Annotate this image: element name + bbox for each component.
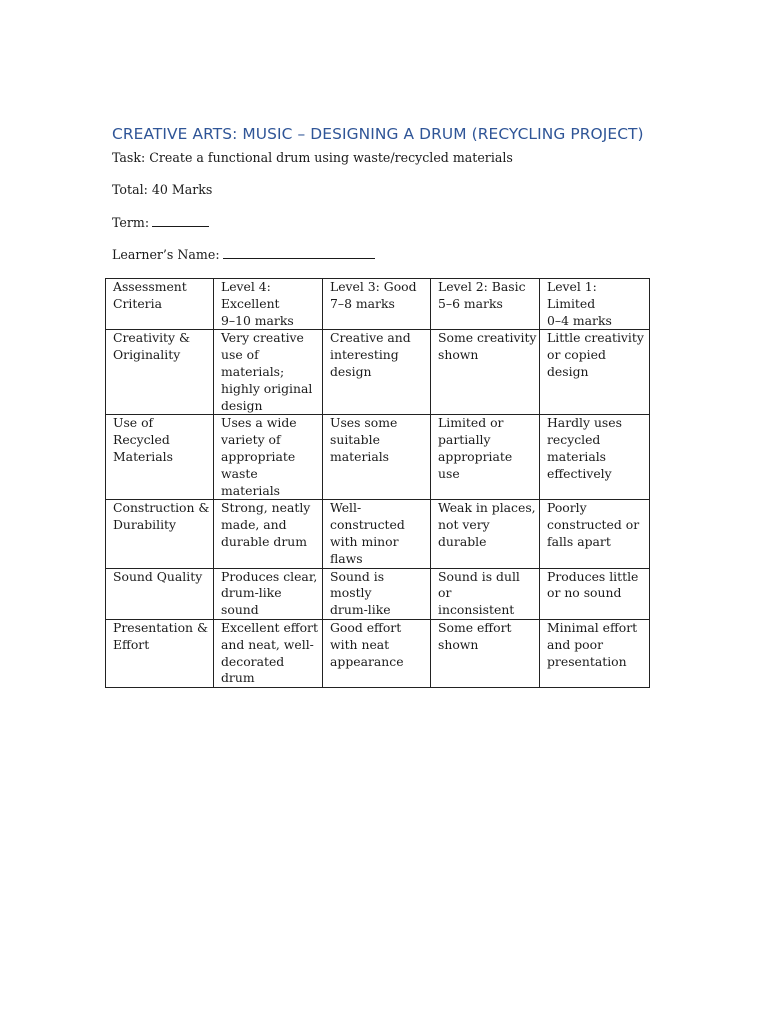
criteria-cell [106,619,214,687]
cell-text-line: with minor [330,533,399,549]
cell-text-line: decorated drum [221,653,285,686]
task-text: Task: Create a functional drum using waste/recycled materials [112,150,513,165]
cell-text-line: shown [438,347,479,363]
cell-text-line: Use of Recycled [113,415,170,448]
level-3-cell [323,619,431,687]
cell-text-line: flaws [330,550,363,566]
cell-text-line: Excellent [221,295,280,311]
cell-text-line: shown [438,636,479,652]
term-label: Term: [112,215,150,230]
cell-text-line: interesting [330,347,399,363]
cell-text-line: or no sound [547,585,622,601]
header-level-3 [323,279,431,330]
rubric-row-presentation [106,619,650,687]
cell-text-line: constructed or [547,517,640,533]
cell-text-line: Construction & [113,500,210,516]
level-4-cell [214,330,323,415]
level-3-cell [323,500,431,568]
level-2-cell [431,330,540,415]
document-title: CREATIVE ARTS: MUSIC – DESIGNING A DRUM (RECYCLING PROJECT) [112,125,644,143]
level-2-cell [431,568,540,619]
cell-text-line: appropriate use [438,448,513,481]
cell-text-line: Some creativity [438,330,537,346]
level-1-cell [540,330,650,415]
cell-text-line: appropriate [221,448,296,464]
level-1-cell [540,415,650,500]
cell-text-line: materials [330,448,390,464]
level-1-cell [540,568,650,619]
cell-text-line: recycled [547,432,601,448]
cell-text-line: Level 3: Good [330,279,417,294]
level-4-cell [214,619,323,687]
cell-text-line: and poor [547,636,604,652]
cell-text-line: inconsistent [438,602,515,618]
cell-text-line: waste materials [221,465,281,498]
level-1-cell [540,619,650,687]
header-criteria [106,279,214,330]
cell-text-line: Minimal effort [547,619,638,635]
cell-text-line: or copied [547,347,606,363]
header-level-2 [431,279,540,330]
level-3-cell [323,330,431,415]
cell-text-line: durable [438,533,487,549]
rubric-row-creativity [106,330,650,415]
cell-text-line: Durability [113,517,177,533]
level-2-cell [431,619,540,687]
cell-text-line: sound [221,602,259,618]
cell-text-line: materials [547,448,607,464]
total-marks: Total: 40 Marks [112,182,213,197]
rubric-table [105,278,650,688]
cell-text-line: partially [438,432,491,448]
criteria-cell [106,568,214,619]
cell-text-line: highly original [221,380,313,396]
term-blank-field [152,214,209,227]
rubric-row-recycled-materials [106,415,650,500]
cell-text-line: Weak in places, [438,500,536,516]
cell-text-line: Sound Quality [113,568,203,584]
cell-text-line: 0–4 marks [547,312,612,328]
level-4-cell [214,500,323,568]
cell-text-line: Excellent effort [221,619,318,635]
cell-text-line: Uses some [330,415,398,431]
cell-text-line: Very creative [221,330,304,346]
cell-text-line: design [330,363,372,379]
cell-text-line: Level 4: [221,279,271,294]
cell-text-line: constructed [330,517,405,533]
term-line [112,214,209,231]
criteria-cell [106,330,214,415]
level-2-cell [431,415,540,500]
cell-text-line: Effort [113,636,150,652]
cell-text-line: Criteria [113,295,162,311]
cell-text-line: with neat [330,636,390,652]
cell-text-line: Poorly [547,500,587,516]
cell-text-line: Sound is dull or [438,568,520,601]
cell-text-line: falls apart [547,533,611,549]
cell-text-line: Strong, neatly [221,500,311,516]
cell-text-line: Good effort [330,619,402,635]
cell-text-line: suitable [330,432,380,448]
cell-text-line: Well- [330,500,362,516]
cell-text-line: Materials [113,448,173,464]
cell-text-line: 7–8 marks [330,295,395,311]
rubric-body [106,279,650,688]
level-3-cell [323,568,431,619]
cell-text-line: Produces little [547,568,639,584]
cell-text-line: Little creativity [547,330,644,346]
cell-text-line: drum-like [330,602,391,618]
level-4-cell [214,415,323,500]
cell-text-line: Level 2: Basic [438,279,526,294]
cell-text-line: appearance [330,653,404,669]
cell-text-line: Uses a wide [221,415,297,431]
cell-text-line: Assessment [113,279,187,294]
rubric-row-sound-quality [106,568,650,619]
level-1-cell [540,500,650,568]
header-level-1 [540,279,650,330]
cell-text-line: 9–10 marks [221,312,294,328]
criteria-cell [106,415,214,500]
header-level-4 [214,279,323,330]
cell-text-line: Creativity & [113,330,190,346]
rubric-header-row [106,279,650,330]
level-2-cell [431,500,540,568]
cell-text-line: Presentation & [113,619,208,635]
cell-text-line: Originality [113,347,181,363]
criteria-cell [106,500,214,568]
cell-text-line: made, and [221,517,287,533]
cell-text-line: design [547,363,589,379]
learner-name-blank-field [223,246,375,259]
level-4-cell [214,568,323,619]
cell-text-line: Limited or [438,415,504,431]
cell-text-line: Creative and [330,330,411,346]
cell-text-line: presentation [547,653,627,669]
cell-text-line: Sound is mostly [330,568,385,601]
cell-text-line: Level 1: Limited [547,279,597,311]
cell-text-line: Hardly uses [547,415,622,431]
cell-text-line: use of [221,347,259,363]
cell-text-line: drum-like [221,585,282,601]
cell-text-line: durable drum [221,533,307,549]
cell-text-line: materials; [221,363,285,379]
cell-text-line: design [221,397,263,413]
cell-text-line: and neat, well- [221,636,314,652]
learner-name-label: Learner’s Name: [112,247,220,262]
level-3-cell [323,415,431,500]
cell-text-line: 5–6 marks [438,295,503,311]
cell-text-line: effectively [547,465,612,481]
cell-text-line: variety of [221,432,281,448]
cell-text-line: not very [438,517,490,533]
learner-name-line [112,246,375,263]
cell-text-line: Some effort [438,619,512,635]
cell-text-line: Produces clear, [221,568,318,584]
rubric-row-construction [106,500,650,568]
